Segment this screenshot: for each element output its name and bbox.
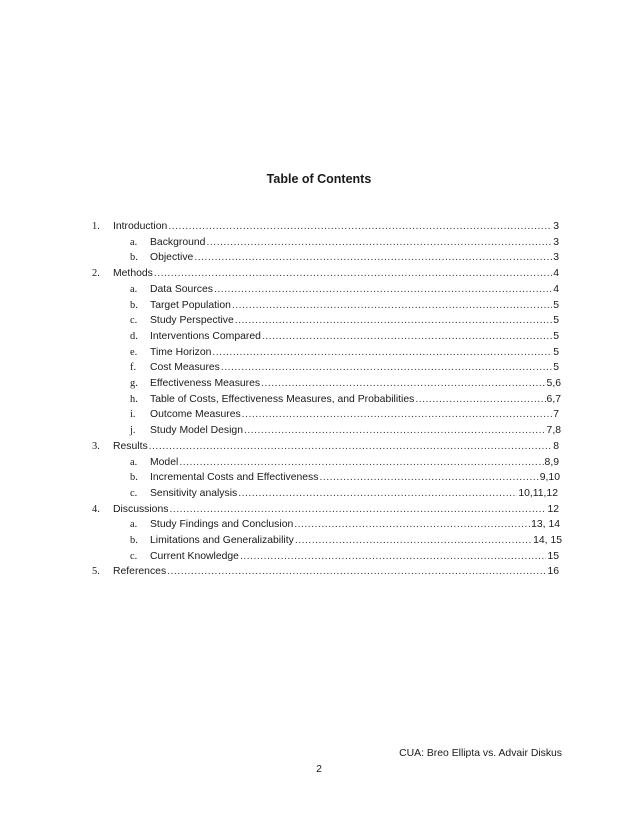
- toc-entry-page: 15: [547, 550, 559, 562]
- toc-entry-number: c.: [130, 315, 138, 327]
- toc-entry-page: 5: [553, 299, 559, 311]
- toc-leader-dots: [167, 563, 546, 581]
- toc-entry-number: a.: [130, 283, 138, 295]
- toc-entry-number: f.: [130, 362, 137, 374]
- toc-entry-label: Current Knowledge: [150, 550, 239, 562]
- toc-entry-page: 5,6: [546, 378, 561, 389]
- toc-entry-page: 8: [553, 440, 559, 452]
- toc-entry-number: 1.: [92, 221, 100, 232]
- toc-entry-label: Incremental Costs and Effectiveness: [150, 472, 319, 484]
- toc-entry-page: 5: [553, 346, 559, 358]
- toc-entry-number: 3.: [92, 440, 100, 452]
- toc-entry-page: 9,10: [539, 472, 560, 484]
- toc-entry-label: Objective: [150, 252, 194, 264]
- toc-entry-number: b.: [130, 252, 138, 264]
- toc-entry-label: Study Model Design: [150, 425, 243, 437]
- toc-entry-number: b.: [130, 472, 138, 484]
- toc-entry-label: Results: [113, 440, 148, 452]
- toc-entry-label: Introduction: [113, 221, 168, 232]
- toc-entry-page: 10,11,12: [518, 487, 558, 499]
- toc-entry-label: Target Population: [150, 299, 231, 311]
- footer-note: CUA: Breo Ellipta vs. Advair Diskus: [399, 748, 562, 759]
- toc-entry-page: 8,9: [544, 456, 559, 468]
- toc-entry-page: 5: [553, 315, 559, 327]
- page-number: 2: [316, 764, 322, 775]
- toc-entry-number: a.: [130, 236, 138, 248]
- toc-entry-page: 13, 14: [531, 519, 560, 531]
- toc-entry-label: Effectiveness Measures: [150, 378, 261, 389]
- toc-title: Table of Contents: [266, 172, 372, 186]
- toc-entry-page: 7,8: [546, 425, 561, 437]
- toc-entry-number: 5.: [92, 566, 100, 578]
- toc-entry-page: 3: [553, 252, 559, 264]
- toc-entry[interactable]: [113, 563, 559, 581]
- toc-entry-label: Sensitivity analysis: [150, 487, 238, 499]
- toc-entry-label: Cost Measures: [150, 362, 220, 374]
- toc-entry-number: a.: [130, 456, 138, 468]
- toc-entry-page: 7: [553, 409, 559, 421]
- toc-entry-label: Study Findings and Conclusion: [150, 519, 294, 531]
- toc-entry-number: c.: [130, 550, 138, 562]
- toc-entry-number: c.: [130, 487, 138, 499]
- toc-entry-page: 4: [553, 268, 559, 280]
- toc-entry-page: 5: [553, 362, 559, 374]
- toc-entry-label: Methods: [113, 268, 153, 280]
- toc-row: [0, 565, 638, 583]
- toc-entry-label: Outcome Measures: [150, 409, 241, 421]
- toc-entry-label: References: [113, 566, 167, 578]
- toc-entry-label: Interventions Compared: [150, 330, 261, 342]
- toc-entry-label: Table of Costs, Effectiveness Measures, and Probabilities: [150, 393, 415, 405]
- toc-entry-page: 14, 15: [533, 535, 562, 546]
- toc-entry-page: 12: [547, 503, 559, 515]
- toc-entry-page: 16: [547, 566, 559, 578]
- toc-entry-number: 2.: [92, 268, 100, 280]
- toc-entry-label: Data Sources: [150, 283, 213, 295]
- toc-entry-label: Model: [150, 456, 179, 468]
- toc-entry-number: h.: [130, 393, 138, 405]
- toc-entry-number: b.: [130, 299, 138, 311]
- toc-entry-label: Discussions: [113, 503, 169, 515]
- toc-entry-page: 3: [553, 221, 559, 232]
- toc-entry-number: e.: [130, 346, 138, 358]
- toc-entry-page: 6,7: [546, 393, 561, 405]
- toc-entry-page: 3: [553, 236, 559, 248]
- toc-entry-page: 5: [553, 330, 559, 342]
- toc-entry-number: i.: [130, 409, 136, 421]
- toc-entry-number: b.: [130, 535, 138, 546]
- toc-entry-number: d.: [130, 330, 138, 342]
- toc-entry-number: g.: [130, 378, 138, 389]
- toc-entry-label: Background: [150, 236, 206, 248]
- toc-entry-number: a.: [130, 519, 138, 531]
- toc-entry-label: Time Horizon: [150, 346, 212, 358]
- toc-entry-number: j.: [130, 425, 136, 437]
- toc-entry-number: 4.: [92, 503, 100, 515]
- toc-entry-label: Limitations and Generalizability: [150, 535, 294, 546]
- toc-entry-page: 4: [553, 283, 559, 295]
- toc-entry-label: Study Perspective: [150, 315, 234, 327]
